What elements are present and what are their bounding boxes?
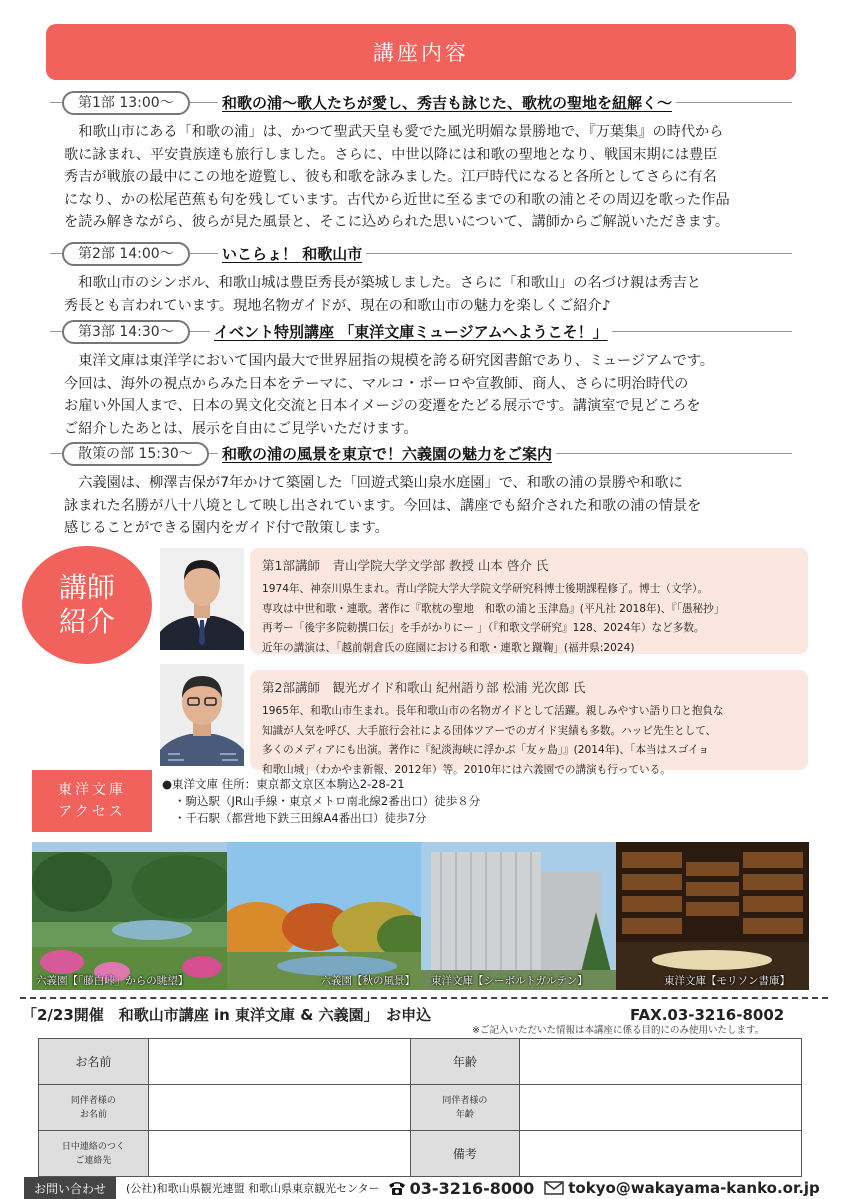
lecturer-1-heading: 第1部講師 青山学院大学文学部 教授 山本 啓介 氏 — [262, 558, 549, 573]
contact-organization: (公社)和歌山県観光連盟 和歌山県東京観光センター — [126, 1182, 380, 1195]
access-badge — [32, 770, 152, 832]
section-2-body — [64, 272, 814, 317]
label-text: お名前 — [75, 1055, 112, 1069]
section-4-time-pill — [62, 442, 209, 466]
lecturer-2-photo — [160, 664, 244, 766]
lecturer-intro-badge — [22, 546, 152, 664]
photo-rikugien-view — [32, 842, 227, 990]
section-2-time: 第2部 14:00〜 — [78, 246, 174, 262]
text-line: 感じることができる園内をガイド付で散策します。 — [64, 520, 389, 536]
contact-field[interactable] — [148, 1131, 410, 1177]
age-field[interactable] — [520, 1039, 802, 1085]
text-line: を読み解きながら、彼らが見た風景と、そこに込められた思いについて、講師からご解説いただきます。 — [64, 214, 730, 230]
email-address: tokyo@wakayama-kanko.or.jp — [568, 1179, 820, 1197]
section-3-time-pill — [62, 320, 190, 344]
text-line: 六義園は、柳澤吉保が7年かけて築園した「回遊式築山泉水庭園」で、和歌の浦の景勝や和歌に — [78, 475, 683, 491]
text-line: 詠まれた名勝が八十八境として映し出されています。今回は、講座でも紹介された和歌の浦の情景を — [64, 497, 702, 514]
label-text: 年齢 — [455, 1109, 474, 1120]
label-age — [410, 1039, 520, 1085]
label-contact — [39, 1131, 149, 1177]
text-line: 知識が人気を呼び、大手旅行会社による団体ツアーでのガイド実績も多数。ハッピ先生として、 — [262, 724, 717, 737]
text-line: 和歌山城」（わかやま新報、2012年）等。2010年には六義園での講演も行っている。 — [262, 763, 671, 776]
badge-line: アクセス — [58, 804, 126, 820]
text-line: 秀長とも言われています。現地名物ガイドが、現在の和歌山市の魅力を楽しくご紹介♪ — [64, 297, 611, 314]
contact-email[interactable] — [544, 1179, 820, 1197]
photo-toyobunko-garden — [421, 842, 616, 990]
section-3-time: 第3部 14:30〜 — [78, 324, 174, 340]
text-line: ご紹介したあとは、展示を自由にご見学いただけます。 — [64, 420, 418, 437]
companion-age-field[interactable] — [520, 1085, 802, 1131]
lecturer-1-photo — [160, 548, 244, 650]
text-line: 多くのメディアにも出演。著作に『紀淡海峡に浮かぶ「友ヶ島」』(2014年)、「本当はスゴイョ — [262, 744, 709, 756]
photo-caption: 六義園【「藤白峠」からの眺望】 — [36, 975, 189, 987]
mail-icon — [544, 1181, 564, 1195]
phone-icon — [388, 1180, 406, 1196]
photo-toyobunko-morrison — [616, 842, 811, 990]
text-line: 近年の講演は、「越前朝倉氏の庭園における和歌・連歌と蹴鞠」(福井県:2024) — [262, 641, 635, 654]
header-title: 講座内容 — [373, 41, 469, 65]
section-4-time: 散策の部 15:30〜 — [78, 446, 193, 462]
section-3-body — [64, 350, 814, 440]
section-4-head — [0, 442, 848, 466]
access-route: ・千石駅（都営地下鉄三田線A4番出口）徒歩7分 — [174, 811, 427, 825]
label-remarks — [410, 1131, 520, 1177]
text-line: 東洋文庫は東洋学において国内最大で世界屈指の規模を誇る研究図書館であり、ミュージアムです。 — [78, 353, 714, 369]
section-3-head — [0, 320, 848, 344]
badge-line: 紹介 — [58, 605, 115, 638]
label-text: 備考 — [452, 1147, 477, 1161]
section-4-title: 和歌の浦の風景を東京で！六義園の魅力をご案内 — [218, 443, 556, 464]
label-text: 同伴者様の — [442, 1095, 488, 1106]
text-line: 今回は、海外の視点からみた日本をテーマに、マルコ・ポーロや宣教師、商人、さらに明治時代の — [64, 375, 689, 392]
label-text: お名前 — [79, 1109, 107, 1120]
photo-caption: 東洋文庫【モリソン書庫】 — [664, 975, 790, 987]
phone-number: 03-3216-8000 — [409, 1178, 535, 1198]
section-1-time-pill — [62, 91, 190, 115]
text-line: になり、かの松尾芭蕉も句を残しています。古代から近世に至るまでの和歌の浦とその周辺を歌った作品 — [64, 191, 730, 208]
lecturer-1-bio — [262, 580, 796, 658]
section-4-body — [64, 472, 814, 540]
text-line: 和歌山市にある「和歌の浦」は、かつて聖武天皇も愛でた風光明媚な景勝地で、『万葉集』の時代から — [78, 124, 724, 140]
access-info — [162, 776, 480, 827]
section-3-title: イベント特別講座 「東洋文庫ミュージアムへようこそ！」 — [210, 321, 612, 342]
text-line: お雇い外国人まで、日本の異文化交流と日本イメージの変遷をたどる展示です。講演室で見どころを — [64, 398, 701, 414]
text-line: 1974年、神奈川県生まれ。青山学院大学大学院文学研究科博士後期課程修了。博士（文学）。 — [262, 583, 709, 595]
section-1-time: 第1部 13:00〜 — [78, 95, 174, 111]
label-text: 年齢 — [452, 1055, 477, 1069]
text-line: 専攻は中世和歌・連歌。著作に『歌枕の聖地 和歌の浦と玉津島』(平凡社 2018年)、『「愚秘抄」 — [262, 602, 725, 615]
section-1-head — [0, 91, 848, 115]
contact-phone[interactable] — [388, 1179, 535, 1198]
contact-footer — [24, 1176, 844, 1199]
photo-rikugien-autumn — [227, 842, 422, 990]
photo-caption: 六義園【秋の風景】 — [320, 975, 415, 987]
access-address: ●東洋文庫 住所：東京都文京区本駒込2-28-21 — [162, 777, 405, 791]
contact-badge: お問い合わせ — [24, 1177, 116, 1199]
name-field[interactable] — [148, 1039, 410, 1085]
text-line: 和歌山市のシンボル、和歌山城は豊臣秀長が築城しました。さらに「和歌山」の名づけ親は秀吉と — [78, 275, 701, 291]
label-companion-age — [410, 1085, 520, 1131]
photo-caption: 東洋文庫【シーボルトガルテン】 — [431, 975, 588, 987]
lecturer-2-heading: 第2部講師 観光ガイド和歌山 紀州語り部 松浦 光次郎 氏 — [262, 680, 586, 695]
application-form — [38, 1038, 802, 1177]
section-1-title: 和歌の浦〜歌人たちが愛し、秀吉も詠じた、歌枕の聖地を紐解く〜 — [218, 92, 676, 113]
section-2-head — [0, 242, 848, 266]
label-text: ご連絡先 — [75, 1155, 112, 1166]
fax-number: FAX.03-3216-8002 — [630, 1006, 785, 1024]
text-line: 秀吉が戦旅の最中にこの地を遊覧し、彼も和歌を詠みました。江戸時代になると各所としてさらに有名 — [64, 169, 717, 185]
label-companion-name — [39, 1085, 149, 1131]
text-line: 1965年、和歌山市生まれ。長年和歌山市の名物ガイドとして活躍。親しみやすい語り口と抱負な — [262, 705, 724, 717]
lecturer-2-card — [250, 670, 808, 776]
lecturer-1-card — [250, 548, 808, 654]
form-title: 「2/23開催 和歌山市講座 in 東洋文庫 & 六義園」 お申込 — [22, 1006, 432, 1024]
access-route: ・駒込駅（JR山手線・東京メトロ南北線2番出口）徒歩８分 — [174, 794, 481, 808]
section-header-lecture-content — [46, 24, 796, 80]
label-name — [39, 1039, 149, 1085]
cut-line — [20, 997, 828, 999]
photo-strip — [32, 842, 810, 990]
section-2-title: いこらょ！ 和歌山市 — [218, 243, 366, 264]
remarks-field[interactable] — [520, 1131, 802, 1177]
lecturer-2-bio — [262, 702, 796, 780]
label-text: 同伴者様の — [70, 1095, 116, 1106]
badge-line: 講師 — [58, 571, 115, 604]
text-line: 再考ー「後宇多院勅撰口伝」を手がかりにー 」（『和歌文学研究』128、2024年）など多数。 — [262, 622, 705, 634]
text-line: 歌に詠まれ、平安貴族達も旅行しました。さらに、中世以降には和歌の聖地となり、戦国末期には豊臣 — [64, 146, 718, 163]
privacy-note: ※ご記入いただいた情報は本講座に係る目的にのみ使用いたします。 — [472, 1025, 765, 1036]
section-2-time-pill — [62, 242, 190, 266]
badge-line: 東洋文庫 — [58, 782, 126, 798]
label-text: 日中連絡のつく — [61, 1141, 125, 1152]
section-1-body — [64, 121, 814, 234]
companion-name-field[interactable] — [148, 1085, 410, 1131]
